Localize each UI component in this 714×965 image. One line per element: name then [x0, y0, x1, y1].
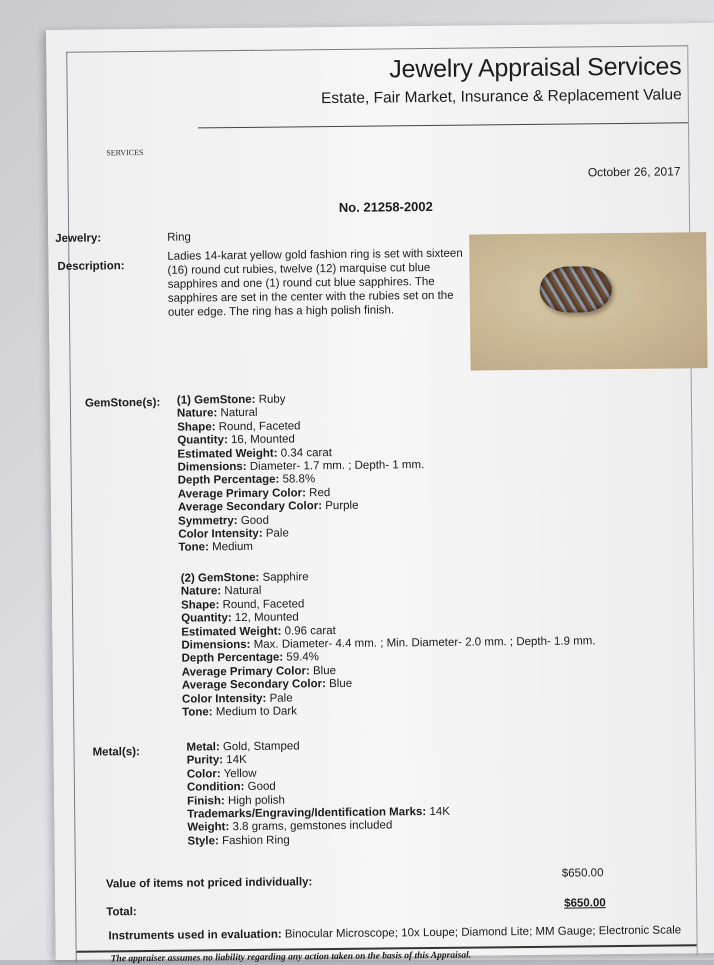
company-subtitle: Estate, Fair Market, Insurance & Replacement Value [320, 86, 682, 108]
gemstone-field: Estimated Weight: 0.96 carat [181, 624, 336, 639]
gemstone-field: Nature: Natural [176, 407, 258, 421]
ring-image [540, 266, 612, 313]
gemstone-field: Average Secondary Color: Purple [177, 500, 359, 514]
gemstone-2-title: (2) GemStone: Sapphire [180, 571, 309, 585]
gemstone-field: Tone: Medium [178, 541, 254, 555]
gemstone-1-title: (1) GemStone: Ruby [176, 393, 286, 407]
metal-field: Finish: High polish [187, 794, 285, 808]
gemstone-field: Quantity: 16, Mounted [177, 433, 295, 447]
metal-field: Metal: Gold, Stamped [186, 740, 300, 754]
gemstone-field: Color Intensity: Pale [181, 692, 293, 706]
items-value: $650.00 [561, 867, 604, 880]
appraisal-date: October 26, 2017 [587, 164, 681, 180]
gemstone-field: Quantity: 12, Mounted [181, 611, 299, 625]
gemstone-field: Color Intensity: Pale [178, 527, 289, 541]
total-label: Total: [106, 906, 137, 919]
ring-photo [469, 232, 707, 370]
gemstone-field: Dimensions: Diameter- 1.7 mm. ; Depth- 1 mm. [177, 459, 425, 474]
metals-label: Metal(s): [92, 746, 140, 759]
gemstone-field: Shape: Round, Faceted [177, 420, 301, 434]
gemstone-field: Average Primary Color: Blue [181, 664, 337, 679]
document-frame [55, 45, 698, 965]
metal-field: Style: Fashion Ring [187, 834, 290, 848]
items-value-label: Value of items not priced individually: [105, 876, 313, 891]
metal-field: Color: Yellow [186, 767, 257, 781]
header-rule [198, 122, 688, 128]
appraisal-document [46, 23, 714, 965]
gemstone-field: Tone: Medium to Dark [182, 705, 298, 719]
company-title: Jewelry Appraisal Services [389, 52, 682, 84]
gemstone-2-details [181, 568, 597, 720]
metal-details [186, 739, 450, 849]
gemstone-field: Depth Percentage: 59.4% [181, 651, 320, 666]
gemstone-1-details [177, 392, 425, 555]
gemstone-field: Average Secondary Color: Blue [181, 678, 353, 692]
description-text: Ladies 14-karat yellow gold fashion ring is set with sixteen (16) round cut rubies, twelve (12) marquise cut blue sapphires and one (1) round cut blue sapphires. The sapphires are set in the center with the rubies set on the outer edge. The ring has a high polish finish. [167, 247, 463, 319]
appraisal-number: No. 21258-2002 [338, 198, 433, 215]
description-label: Description: [57, 260, 125, 273]
gemstone-field: Estimated Weight: 0.34 carat [177, 446, 332, 461]
disclaimer: The appraiser assumes no liability regarding any action taken on the basis of this Appraisal. [110, 950, 472, 965]
gemstone-field: Dimensions: Max. Diameter- 4.4 mm. ; Min. Diameter- 2.0 mm. ; Depth- 1.9 mm. [181, 635, 596, 652]
metal-field: Condition: Good [186, 780, 276, 794]
gemstones-label: GemStone(s): [84, 396, 161, 410]
instruments-value: Binocular Microscope; 10x Loupe; Diamond Lite; MM Gauge; Electronic Scale [284, 924, 682, 941]
gemstone-field: Depth Percentage: 58.8% [177, 473, 316, 488]
gemstone-field: Nature: Natural [180, 585, 262, 599]
company-logo: SERVICES [106, 147, 144, 158]
gemstone-field: Shape: Round, Faceted [180, 598, 305, 612]
instruments-label: Instruments used in evaluation: [108, 928, 282, 943]
total-value: $650.00 [564, 897, 606, 910]
gemstone-field: Symmetry: Good [178, 514, 270, 528]
metal-field: Trademarks/Engraving/Identification Marks: 14K [187, 805, 450, 821]
instruments-line [108, 924, 681, 942]
metal-field: Weight: 3.8 grams, gemstones included [187, 819, 393, 835]
jewelry-label: Jewelry: [55, 232, 102, 245]
jewelry-value: Ring [167, 231, 191, 244]
metal-field: Purity: 14K [186, 754, 247, 767]
gemstone-field: Average Primary Color: Red [177, 486, 331, 501]
